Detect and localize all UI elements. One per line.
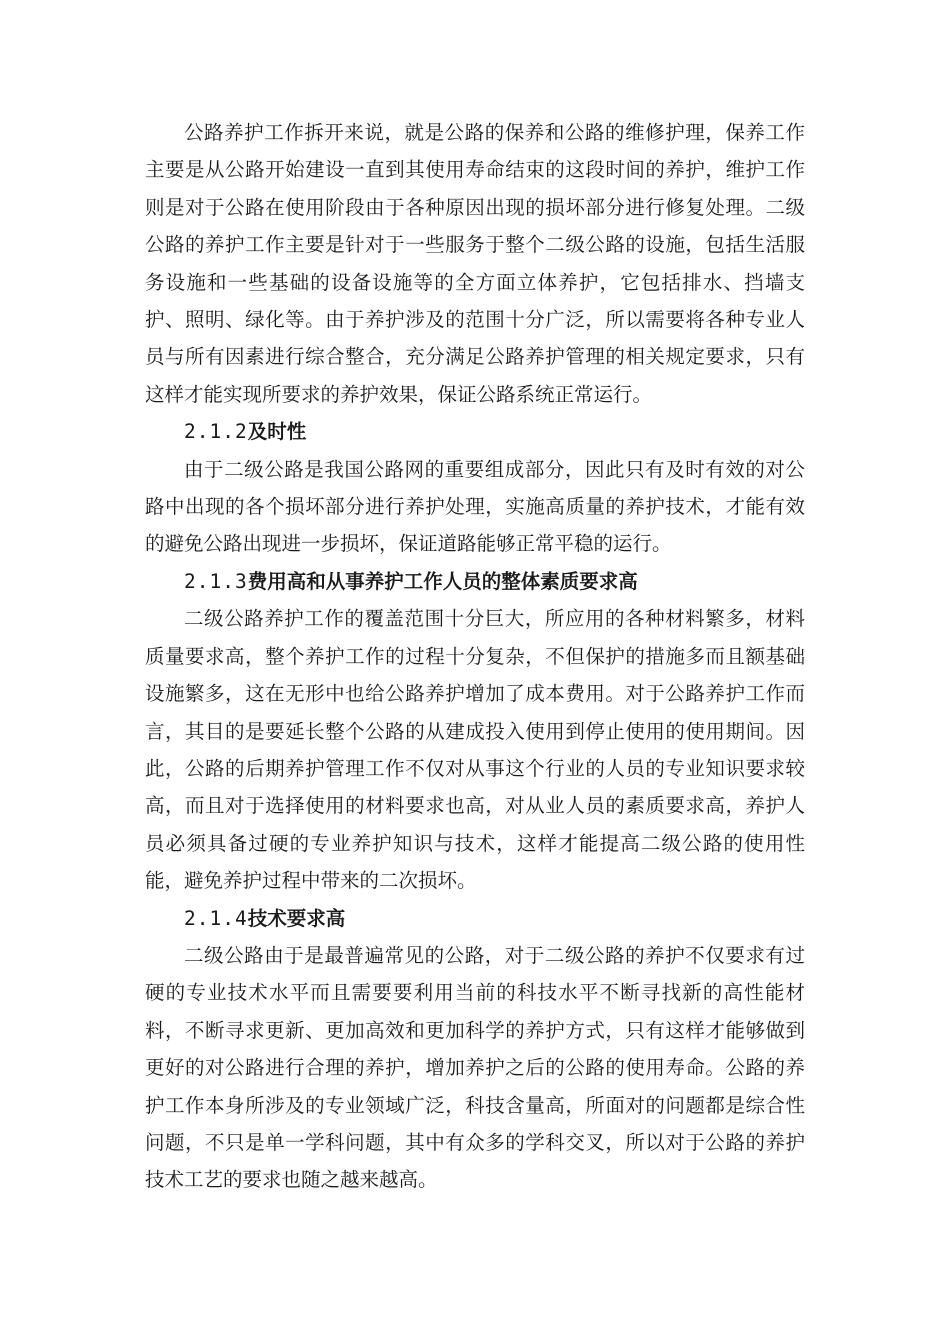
heading-title: 及时性 xyxy=(247,420,307,444)
paragraph-timeliness: 由于二级公路是我国公路网的重要组成部分，因此只有及时有效的对公路中出现的各个损坏部分进行养护处理，实施高质量的养护技术，才能有效的避免公路出现进一步损坏，保证道路能够正常平稳的运行。 xyxy=(145,457,805,556)
paragraph-cost-and-quality: 二级公路养护工作的覆盖范围十分巨大，所应用的各种材料繁多，材料质量要求高，整个养护工作的过程十分复杂，不但保护的措施多而且额基础设施繁多，这在无形中也给公路养护增加了成本费用。对于公路养护工作而言，其目的是要延长整个公路的从建成投入使用到停止使用的使用期间。因此，公路的后期养护管理工作不仅对从事这个行业的人员的专业知识要求较高，而且对于选择使用的材料要求也高，对从业人员的素质要求高，养护人员必须具备过硬的专业养护知识与技术，这样才能提高二级公路的使用性能，避免养护过程中带来的二次损坏。 xyxy=(145,607,805,893)
heading-number: 2.1.3 xyxy=(184,569,248,593)
heading-title: 费用高和从事养护工作人员的整体素质要求高 xyxy=(247,569,638,593)
heading-2-1-4 xyxy=(145,900,805,937)
heading-number: 2.1.4 xyxy=(184,906,248,930)
heading-number: 2.1.2 xyxy=(184,420,248,444)
heading-2-1-3 xyxy=(145,563,805,600)
paragraph-technical-requirements: 二级公路由于是最普遍常见的公路，对于二级公路的养护不仅要求有过硬的专业技术水平而且需要要利用当前的科技水平不断寻找新的高性能材料，不断寻求更新、更加高效和更加科学的养护方式，只有这样才能够做到更好的对公路进行合理的养护，增加养护之后的公路的使用寿命。公路的养护工作本身所涉及的专业领域广泛，科技含量高，所面对的问题都是综合性问题，不只是单一学科问题，其中有众多的学科交叉，所以对于公路的养护技术工艺的要求也随之越来越高。 xyxy=(145,943,805,1192)
heading-2-1-2 xyxy=(145,413,805,450)
paragraph-maintenance-overview: 公路养护工作拆开来说，就是公路的保养和公路的维修护理，保养工作主要是从公路开始建设一直到其使用寿命结束的这段时间的养护，维护工作则是对于公路在使用阶段由于各种原因出现的损坏部分进行修复处理。二级公路的养护工作主要是针对于一些服务于整个二级公路的设施，包括生活服务设施和一些基础的设备设施等的全方面立体养护，它包括排水、挡墙支护、照明、绿化等。由于养护涉及的范围十分广泛，所以需要将各种专业人员与所有因素进行综合整合，充分满足公路养护管理的相关规定要求，只有这样才能实现所要求的养护效果，保证公路系统正常运行。 xyxy=(145,121,805,406)
document-body xyxy=(145,114,805,1199)
heading-title: 技术要求高 xyxy=(247,906,346,930)
